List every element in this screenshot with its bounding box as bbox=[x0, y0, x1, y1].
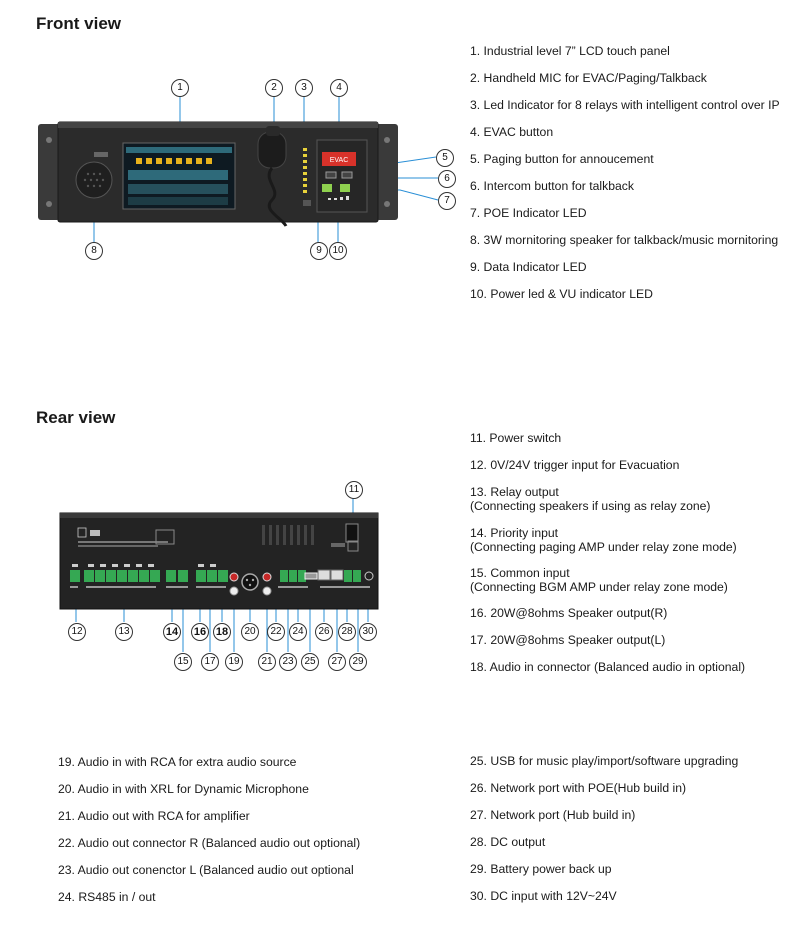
front-item-5: 5. Paging button for annoucement bbox=[470, 152, 654, 166]
rear-callout-28: 28 bbox=[338, 623, 356, 641]
front-item-10: 10. Power led & VU indicator LED bbox=[470, 287, 653, 301]
rear-callout-22: 22 bbox=[267, 623, 285, 641]
rear-chassis bbox=[60, 513, 378, 609]
rear-item-25: 25. USB for music play/import/software upgrading bbox=[470, 754, 739, 768]
rear-item-19: 19. Audio in with RCA for extra audio source bbox=[58, 755, 297, 769]
rear-callout-27: 27 bbox=[328, 653, 346, 671]
rear-item-30: 30. DC input with 12V~24V bbox=[470, 889, 617, 903]
rear-callout-11: 11 bbox=[345, 481, 363, 499]
rear-item-12: 12. 0V/24V trigger input for Evacuation bbox=[470, 458, 680, 472]
front-callout-2: 2 bbox=[265, 79, 283, 97]
front-item-8: 8. 3W mornitoring speaker for talkback/music mornitoring bbox=[470, 233, 779, 247]
rear-network-port bbox=[331, 570, 343, 580]
rear-callout-20: 20 bbox=[241, 623, 259, 641]
rear-callout-19: 19 bbox=[225, 653, 243, 671]
front-item-1: 1. Industrial level 7” LCD touch panel bbox=[470, 44, 670, 58]
rear-callout-16: 16 bbox=[191, 623, 209, 641]
front-callout-6: 6 bbox=[438, 170, 456, 188]
rear-callout-17: 17 bbox=[201, 653, 219, 671]
rear-callout-30: 30 bbox=[359, 623, 377, 641]
rear-item-21: 21. Audio out with RCA for amplifier bbox=[58, 809, 250, 823]
rear-callout-29: 29 bbox=[349, 653, 367, 671]
rear-item-28: 28. DC output bbox=[470, 835, 546, 849]
rear-rca-in-bottom bbox=[230, 587, 238, 595]
rear-callout-23: 23 bbox=[279, 653, 297, 671]
rear-item-20: 20. Audio in with XRL for Dynamic Microphone bbox=[58, 782, 309, 796]
front-callout-9: 9 bbox=[310, 242, 328, 260]
front-callout-8: 8 bbox=[85, 242, 103, 260]
rear-item-29: 29. Battery power back up bbox=[470, 862, 612, 876]
rear-item-15: 15. Common input (Connecting BGM AMP under relay zone mode) bbox=[470, 566, 728, 594]
front-item-4: 4. EVAC button bbox=[470, 125, 554, 139]
front-callout-3: 3 bbox=[295, 79, 313, 97]
rear-item-22: 22. Audio out connector R (Balanced audio out optional) bbox=[58, 836, 361, 850]
front-item-6: 6. Intercom button for talkback bbox=[470, 179, 634, 193]
front-view-heading: Front view bbox=[36, 14, 122, 33]
rear-power-switch bbox=[346, 524, 358, 542]
rear-rca-out-top bbox=[263, 573, 271, 581]
front-callout-1: 1 bbox=[171, 79, 189, 97]
front-callout-10: 10 bbox=[329, 242, 347, 260]
rear-item-23: 23. Audio out conenctor L (Balanced audio out optional bbox=[58, 863, 354, 877]
evac-button-label: EVAC bbox=[329, 157, 349, 164]
rear-rca-out-bottom bbox=[263, 587, 271, 595]
front-callout-7: 7 bbox=[438, 192, 456, 210]
rear-callout-24: 24 bbox=[289, 623, 307, 641]
rear-item-17: 17. 20W@8ohms Speaker output(L) bbox=[470, 633, 666, 647]
rear-rca-in-top bbox=[230, 573, 238, 581]
rear-item-26: 26. Network port with POE(Hub build in) bbox=[470, 781, 687, 795]
rear-dc-input bbox=[365, 572, 373, 580]
rear-callout-25: 25 bbox=[301, 653, 319, 671]
rear-usb-port bbox=[305, 573, 317, 579]
rear-xlr-input bbox=[242, 574, 258, 590]
rear-callout-13: 13 bbox=[115, 623, 133, 641]
rear-callout-18: 18 bbox=[213, 623, 231, 641]
rear-item-14: 14. Priority input (Connecting paging AMP under relay zone mode) bbox=[470, 526, 737, 554]
rear-callout-15: 15 bbox=[174, 653, 192, 671]
front-item-3: 3. Led Indicator for 8 relays with intelligent control over IP bbox=[470, 98, 780, 112]
rear-callout-12: 12 bbox=[68, 623, 86, 641]
rear-view-heading: Rear view bbox=[36, 408, 116, 427]
rear-callout-14: 14 bbox=[163, 623, 181, 641]
front-callout-4: 4 bbox=[330, 79, 348, 97]
rear-callout-21: 21 bbox=[258, 653, 276, 671]
rear-item-13: 13. Relay output (Connecting speakers if using as relay zone) bbox=[470, 485, 711, 513]
rear-item-24: 24. RS485 in / out bbox=[58, 890, 156, 904]
front-item-9: 9. Data Indicator LED bbox=[470, 260, 587, 274]
front-item-7: 7. POE Indicator LED bbox=[470, 206, 587, 220]
rear-item-27: 27. Network port (Hub build in) bbox=[470, 808, 636, 822]
rear-network-poe bbox=[318, 570, 330, 580]
rear-item-11: 11. Power switch bbox=[470, 431, 562, 445]
rear-item-16: 16. 20W@8ohms Speaker output(R) bbox=[470, 606, 668, 620]
front-item-2: 2. Handheld MIC for EVAC/Paging/Talkback bbox=[470, 71, 707, 85]
rear-item-18: 18. Audio in connector (Balanced audio in optional) bbox=[470, 660, 746, 674]
front-callout-5: 5 bbox=[436, 149, 454, 167]
rear-callout-26: 26 bbox=[315, 623, 333, 641]
